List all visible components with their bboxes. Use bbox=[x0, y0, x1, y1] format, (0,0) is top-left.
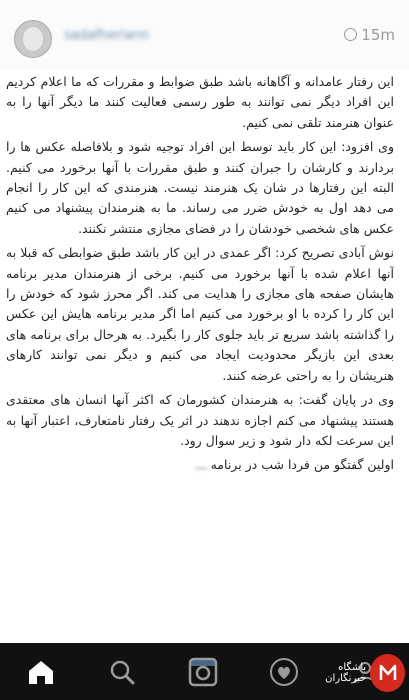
home-icon bbox=[26, 658, 56, 686]
tab-camera[interactable] bbox=[162, 643, 243, 700]
clock-icon bbox=[344, 28, 357, 41]
tab-search[interactable] bbox=[81, 643, 162, 700]
caption-paragraph: نوش آبادی تصریح کرد: اگر عمدی در این کار باشد طبق ضوابطی که قبلا به آنها اعلام شده با آنها برخورد می کنیم. برخی از هنرمندان مدیر برنامه هایشان صفحه های مجازی را هدایت می کند. اگر محرز شود که خودش را این کار را کرده با او برخورد می کنیم اما اگر مدیر برنامه هایش این عکس را گذاشته باشد سریع تر باید جلوی کار را بگیرد. به هرحال برای برنامه های بعدی این بازیگر محدودیت ایجاد می کنیم و دیگر نمی توانند کارهای هنریشان را به راحتی عرضه کنند. bbox=[6, 245, 394, 383]
caption-paragraph: این رفتار عامدانه و آگاهانه باشد طبق ضوابط و مقررات که ما اعلام کردیم این افراد دیگر نمی توانند به طور رسمی فعالیت کنند ما دیگر آنها را به عنوان هنرمند تلقی نمی کنیم. bbox=[6, 74, 394, 130]
tab-home[interactable] bbox=[0, 643, 81, 700]
watermark-text: باشگاه خبرنگاران bbox=[325, 662, 367, 684]
avatar[interactable] bbox=[14, 20, 52, 58]
caption-blurred-text: ـــ bbox=[195, 457, 207, 473]
search-icon bbox=[108, 658, 136, 686]
caption-last-line: اولین گفتگو من فردا شب در برنامه bbox=[210, 457, 394, 473]
activity-icon bbox=[269, 657, 299, 687]
camera-icon bbox=[188, 657, 218, 687]
timestamp-text: 15m bbox=[361, 26, 395, 44]
post-header bbox=[0, 0, 409, 70]
news-agency-watermark bbox=[300, 648, 405, 698]
caption-paragraph: وی در پایان گفت: به هنرمندان کشورمان که اکثر آنها انسان های معتقدی هستند پیشنهاد می کنم اجازه ندهند در اثر یک رفتار نامتعارف، اعتبار آنها به این سرعت لکه دار شود و زیر سوال رود. bbox=[6, 392, 394, 448]
caption-paragraph bbox=[6, 455, 394, 475]
watermark-logo bbox=[370, 654, 405, 692]
username[interactable]: sadafheriann bbox=[64, 28, 150, 43]
logo-mark-icon bbox=[376, 661, 400, 685]
avatar-image bbox=[23, 27, 43, 51]
post-timestamp bbox=[344, 26, 395, 44]
caption-paragraph: وی افزود: این کار باید توسط این افراد توجیه شود و بلافاصله عکس ها را بردارند و کارشان را جبران کنند و طبق مقررات با آنها برخورد می کنیم. البته این رفتارها در شان یک هنرمند نیست. هنرمندی که این کار را انجام می دهد اول به خودش ضرر می رساند. ما به هنرمندان پیشنهاد می کنیم عکس های شخصی خودشان را در فضای مجازی منتشر نکنند. bbox=[6, 139, 394, 236]
post-caption bbox=[6, 72, 394, 627]
